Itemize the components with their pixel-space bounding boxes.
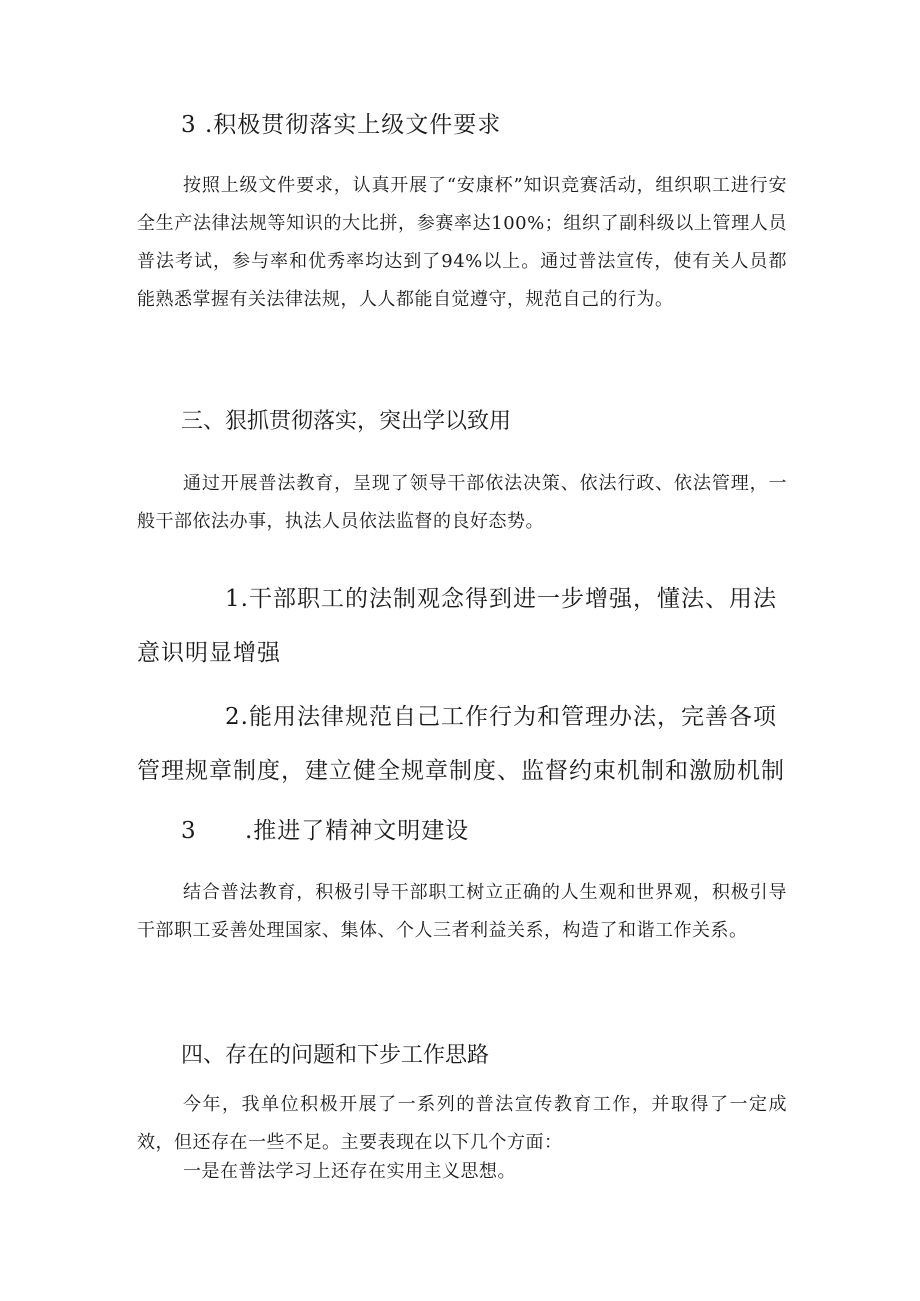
paragraph-problem-one: 一是在普法学习上还存在实用主义思想。 <box>183 1161 516 1182</box>
item-number: 2 <box>225 704 241 730</box>
section-heading-three: 三、狠抓贯彻落实，突出学以致用 <box>181 409 512 434</box>
item-text: .能用法律规范自己工作行为和管理办法，完善各项管理规章制度，建立健全规章制度、监督约束机制和激励机制 <box>137 704 785 784</box>
paragraph-ankang-cup: 按照上级文件要求，认真开展了“安康杯”知识竞赛活动，组织职工进行安全生产法律法规等知识的大比拼，参赛率达100%；组织了副科级以上管理人员普法考试，参与率和优秀率均达到了94%以上。通过普法宣传，使有关人员都能熟悉掌握有关法律法规，人人都能自觉遵守，规范自己的行为。 <box>137 175 787 310</box>
subheading-item-3-civilization <box>137 804 787 858</box>
subheading-item-1 <box>137 572 787 680</box>
section-heading-four: 四、存在的问题和下步工作思路 <box>181 1043 490 1068</box>
subheading-item-3-directives <box>137 98 787 152</box>
paragraph-spiritual-civilization: 结合普法教育，积极引导干部职工树立正确的人生观和世界观，积极引导干部职工妥善处理国家、集体、个人三者利益关系，构造了和谐工作关系。 <box>137 882 787 941</box>
paragraph-section-three-intro: 通过开展普法教育，呈现了领导干部依法决策、依法行政、依法管理，一般干部依法办事，执法人员依法监督的良好态势。 <box>137 473 787 532</box>
item-text: .积极贯彻落实上级文件要求 <box>204 112 502 138</box>
item-text: .推进了精神文明建设 <box>245 818 470 844</box>
item-number: 3 <box>181 112 197 138</box>
subheading-item-2 <box>137 690 787 798</box>
item-text: .干部职工的法制观念得到进一步增强，懂法、用法意识明显增强 <box>137 586 777 666</box>
item-number: 1 <box>225 586 241 612</box>
paragraph-problems-intro: 今年，我单位积极开展了一系列的普法宣传教育工作，并取得了一定成效，但还存在一些不足。主要表现在以下几个方面： <box>137 1094 787 1153</box>
item-number: 3 <box>181 818 197 844</box>
